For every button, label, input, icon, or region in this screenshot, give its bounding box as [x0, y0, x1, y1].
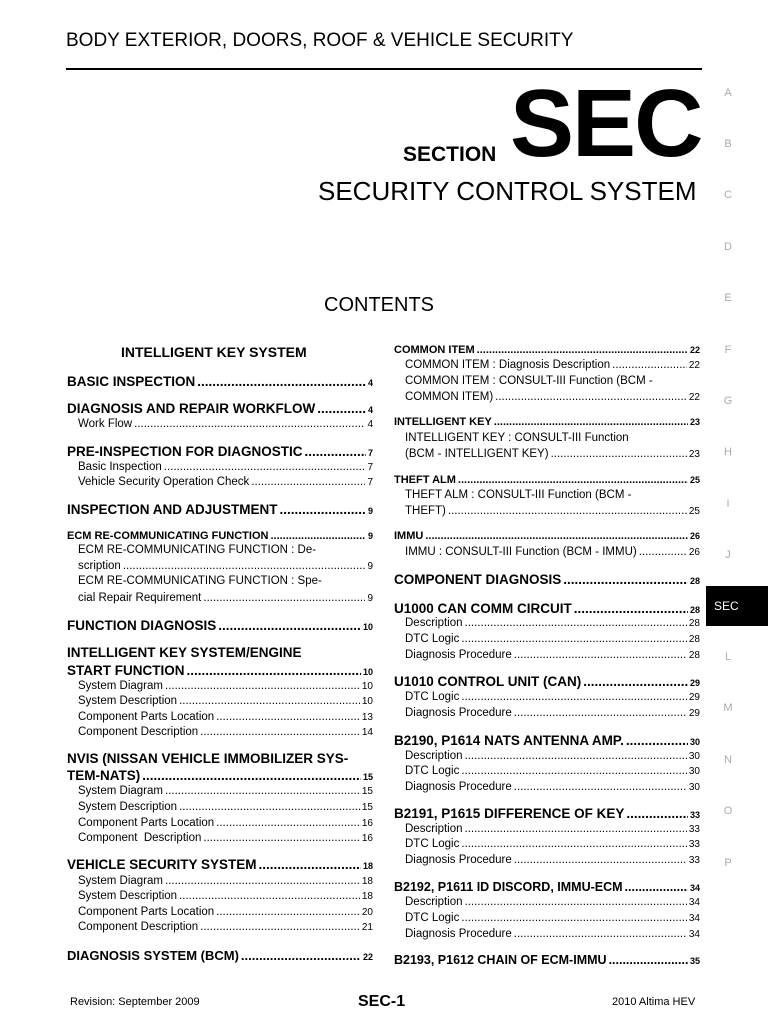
- toc-entry-text[interactable]: INTELLIGENT KEY : CONSULT-III Function: [405, 432, 629, 444]
- toc-entry-text: scription: [78, 560, 121, 572]
- toc-entry-page: 26: [688, 547, 700, 558]
- toc-entry-page: 4: [367, 405, 373, 415]
- toc-entry-page: 23: [689, 417, 700, 427]
- toc-entry-page: 35: [689, 956, 700, 966]
- toc-entry-text: Component Description: [78, 726, 199, 738]
- toc-entry[interactable]: [394, 530, 700, 542]
- toc-entry[interactable]: [78, 418, 373, 430]
- toc-entry-page: 14: [361, 727, 373, 738]
- toc-entry-page: 9: [367, 531, 373, 541]
- toc-entry-text[interactable]: THEFT ALM : CONSULT-III Function (BCM -: [405, 489, 632, 501]
- toc-entry[interactable]: [405, 912, 700, 924]
- toc-entry-text: Component Parts Location: [78, 817, 215, 829]
- toc-entry-text: Diagnosis Procedure: [405, 928, 512, 940]
- toc-entry-text: IMMU : CONSULT-III Function (BCM - IMMU): [405, 546, 637, 558]
- toc-entry[interactable]: [405, 505, 700, 517]
- toc-entry-text: cial Repair Requirement: [78, 592, 202, 604]
- toc-entry-page: 30: [689, 737, 700, 747]
- toc-entry-page: 10: [361, 696, 373, 707]
- toc-entry-text: Work Flow: [78, 418, 133, 430]
- toc-entry[interactable]: [405, 781, 700, 793]
- side-tab-n[interactable]: N: [724, 754, 732, 766]
- toc-entry-page: 15: [362, 772, 373, 782]
- toc-entry-page: 28: [688, 618, 700, 629]
- toc-entry-page: 34: [689, 883, 700, 893]
- toc-entry-text: Component Parts Location: [78, 711, 215, 723]
- toc-entry-text: System Description: [78, 695, 178, 707]
- toc-entry[interactable]: [67, 768, 373, 783]
- toc-entry[interactable]: [78, 726, 373, 738]
- toc-entry-page: 13: [361, 712, 373, 723]
- toc-entry-page: 7: [367, 462, 373, 473]
- toc-entry-page: 10: [362, 667, 373, 677]
- toc-entry-page: 25: [689, 475, 700, 485]
- toc-entry[interactable]: [67, 618, 373, 633]
- toc-entry-text[interactable]: INTELLIGENT KEY SYSTEM/ENGINE: [67, 645, 302, 660]
- toc-entry-page: 7: [367, 477, 373, 488]
- toc-entry[interactable]: [405, 391, 700, 403]
- toc-entry[interactable]: [394, 601, 700, 616]
- toc-entry-page: 33: [688, 855, 700, 866]
- toc-entry-text: FUNCTION DIAGNOSIS: [67, 618, 217, 633]
- toc-entry-page: 29: [689, 678, 700, 688]
- toc-entry[interactable]: [67, 401, 373, 416]
- toc-entry-text: System Diagram: [78, 680, 163, 692]
- toc-entry-page: 18: [361, 876, 373, 887]
- toc-entry[interactable]: [78, 461, 373, 473]
- toc-entry[interactable]: [405, 928, 700, 940]
- toc-entry[interactable]: [405, 707, 700, 719]
- toc-entry[interactable]: [78, 832, 373, 844]
- toc-entry[interactable]: [394, 416, 700, 428]
- toc-entry-text: System Description: [78, 890, 178, 902]
- toc-entry-text: B2191, P1615 DIFFERENCE OF KEY: [394, 806, 625, 821]
- toc-entry[interactable]: [405, 448, 700, 460]
- toc-entry-text: Diagnosis Procedure: [405, 781, 512, 793]
- toc-entry-page: 20: [361, 907, 373, 918]
- section-label: SECTION: [403, 143, 497, 166]
- toc-entry-text: U1010 CONTROL UNIT (CAN): [394, 674, 582, 689]
- toc-entry-text: PRE-INSPECTION FOR DIAGNOSTIC: [67, 444, 303, 459]
- side-tab-p[interactable]: P: [724, 857, 732, 869]
- side-tab-g[interactable]: G: [723, 395, 733, 407]
- toc-entry[interactable]: [78, 801, 373, 813]
- footer-revision: Revision: September 2009: [70, 996, 200, 1008]
- toc-entry-text: COMMON ITEM: [394, 344, 475, 356]
- toc-entry[interactable]: [78, 711, 373, 723]
- side-tab-h[interactable]: H: [724, 446, 732, 458]
- toc-entry-text: Vehicle Security Operation Check: [78, 476, 250, 488]
- toc-entry-text: Description: [405, 617, 463, 629]
- side-tab-l[interactable]: L: [724, 651, 732, 663]
- toc-entry-text: DIAGNOSIS SYSTEM (BCM): [67, 948, 239, 963]
- toc-entry-text: System Diagram: [78, 785, 163, 797]
- toc-entry[interactable]: [78, 785, 373, 797]
- toc-entry[interactable]: [405, 750, 700, 762]
- toc-entry-text: INSPECTION AND ADJUSTMENT: [67, 502, 278, 517]
- toc-entry-text: Description: [405, 750, 463, 762]
- side-tab-c[interactable]: C: [724, 189, 732, 201]
- toc-entry-page: 33: [688, 839, 700, 850]
- toc-entry-page: 15: [361, 802, 373, 813]
- toc-entry-page: 30: [688, 766, 700, 777]
- toc-entry-text[interactable]: COMMON ITEM : CONSULT-III Function (BCM -: [405, 375, 653, 387]
- toc-entry-text[interactable]: ECM RE-COMMUNICATING FUNCTION : Spe-: [78, 575, 322, 587]
- toc-entry-page: 30: [688, 751, 700, 762]
- toc-entry-page: 34: [688, 929, 700, 940]
- side-tab-sec-active[interactable]: SEC: [706, 586, 768, 626]
- toc-entry-page: 16: [361, 818, 373, 829]
- toc-entry[interactable]: [405, 896, 700, 908]
- toc-entry-page: 18: [361, 891, 373, 902]
- toc-entry[interactable]: [394, 733, 700, 748]
- toc-entry[interactable]: [78, 906, 373, 918]
- toc-entry-text: System Description: [78, 801, 178, 813]
- side-tab-b[interactable]: B: [724, 138, 732, 150]
- toc-entry[interactable]: [405, 823, 700, 835]
- left-column-subtitle: INTELLIGENT KEY SYSTEM: [121, 344, 307, 360]
- toc-entry[interactable]: [67, 502, 373, 517]
- toc-entry-page: 16: [361, 833, 373, 844]
- toc-entry-text: DTC Logic: [405, 838, 460, 850]
- toc-entry-text: THEFT ALM: [394, 474, 456, 486]
- toc-entry[interactable]: [67, 948, 373, 963]
- side-tab-e[interactable]: E: [724, 292, 732, 304]
- toc-entry[interactable]: [405, 691, 700, 703]
- toc-entry-text: Diagnosis Procedure: [405, 707, 512, 719]
- toc-entry-text: B2192, P1611 ID DISCORD, IMMU-ECM: [394, 880, 623, 894]
- toc-entry-text: VEHICLE SECURITY SYSTEM: [67, 857, 257, 872]
- toc-entry-page: 22: [362, 952, 373, 962]
- toc-entry-text: DIAGNOSIS AND REPAIR WORKFLOW: [67, 401, 316, 416]
- toc-entry[interactable]: [78, 592, 373, 604]
- toc-entry-page: 33: [689, 810, 700, 820]
- side-tab-j[interactable]: J: [725, 549, 731, 561]
- toc-entry[interactable]: [78, 817, 373, 829]
- toc-entry-page: 22: [688, 360, 700, 371]
- toc-entry[interactable]: [394, 474, 700, 486]
- toc-entry-page: 30: [688, 782, 700, 793]
- section-title: SECURITY CONTROL SYSTEM: [318, 176, 697, 206]
- side-tab-m[interactable]: M: [723, 702, 733, 714]
- toc-entry[interactable]: [405, 633, 700, 645]
- toc-entry[interactable]: [78, 680, 373, 692]
- toc-entry[interactable]: [78, 695, 373, 707]
- toc-entry-page: 25: [688, 506, 700, 517]
- toc-entry[interactable]: [78, 875, 373, 887]
- toc-entry-page: 33: [688, 824, 700, 835]
- toc-entry-page: 28: [689, 605, 700, 615]
- side-tab-o[interactable]: O: [723, 805, 733, 817]
- side-tab-f[interactable]: F: [724, 344, 732, 356]
- toc-entry[interactable]: [394, 880, 700, 894]
- contents-title: CONTENTS: [324, 294, 434, 316]
- toc-entry-page: 26: [689, 531, 700, 541]
- toc-entry-text: Diagnosis Procedure: [405, 649, 512, 661]
- toc-entry[interactable]: [67, 530, 373, 542]
- toc-entry[interactable]: [394, 953, 700, 967]
- toc-entry-text: (BCM - INTELLIGENT KEY): [405, 448, 549, 460]
- header-title: BODY EXTERIOR, DOORS, ROOF & VEHICLE SECURITY: [66, 30, 574, 51]
- toc-entry[interactable]: [405, 765, 700, 777]
- toc-entry-text: Component Parts Location: [78, 906, 215, 918]
- toc-entry[interactable]: [67, 444, 373, 459]
- toc-entry-page: 34: [688, 897, 700, 908]
- toc-entry-page: 22: [688, 392, 700, 403]
- footer-model: 2010 Altima HEV: [612, 996, 696, 1008]
- toc-entry-page: 18: [362, 861, 373, 871]
- toc-entry-text: Component Description: [78, 832, 202, 844]
- toc-entry-text: DTC Logic: [405, 765, 460, 777]
- toc-entry[interactable]: [405, 546, 700, 558]
- toc-entry-text: B2190, P1614 NATS ANTENNA AMP.: [394, 733, 624, 748]
- toc-entry-text: Description: [405, 896, 463, 908]
- toc-entry-page: 9: [367, 506, 373, 516]
- toc-entry[interactable]: [394, 344, 700, 356]
- toc-entry-text[interactable]: ECM RE-COMMUNICATING FUNCTION : De-: [78, 544, 317, 556]
- toc-entry[interactable]: [67, 663, 373, 678]
- toc-entry-text: TEM-NATS): [67, 768, 141, 783]
- toc-entry-page: 10: [362, 622, 373, 632]
- toc-entry[interactable]: [67, 374, 373, 389]
- toc-entry[interactable]: [78, 476, 373, 488]
- toc-entry-text: Diagnosis Procedure: [405, 854, 512, 866]
- footer-page-number: SEC-1: [358, 993, 406, 1010]
- toc-entry-page: 23: [688, 449, 700, 460]
- toc-entry-page: 4: [367, 378, 373, 388]
- toc-entry[interactable]: [405, 838, 700, 850]
- toc-entry-text: THEFT): [405, 505, 446, 517]
- toc-entry[interactable]: [405, 854, 700, 866]
- toc-entry-page: 10: [361, 681, 373, 692]
- toc-entry[interactable]: [405, 617, 700, 629]
- toc-entry-page: 29: [688, 708, 700, 719]
- toc-entry-page: 4: [367, 419, 373, 430]
- toc-entry-text: COMMON ITEM : Diagnosis Description: [405, 359, 611, 371]
- toc-entry-text: DTC Logic: [405, 691, 460, 703]
- toc-entry-text: System Diagram: [78, 875, 163, 887]
- toc-entry-text: U1000 CAN COMM CIRCUIT: [394, 601, 572, 616]
- toc-entry[interactable]: [394, 674, 700, 689]
- toc-entry-page: 29: [688, 692, 700, 703]
- toc-entry-text: ECM RE-COMMUNICATING FUNCTION: [67, 530, 269, 542]
- toc-entry[interactable]: [78, 890, 373, 902]
- toc-entry-page: 9: [367, 561, 373, 572]
- toc-entry-page: 28: [689, 576, 700, 586]
- toc-entry-text: INTELLIGENT KEY: [394, 416, 492, 428]
- toc-entry-text: Description: [405, 823, 463, 835]
- toc-entry-page: 28: [688, 650, 700, 661]
- toc-entry[interactable]: [405, 359, 700, 371]
- toc-entry[interactable]: [78, 560, 373, 572]
- toc-entry-text: COMPONENT DIAGNOSIS: [394, 572, 562, 587]
- toc-entry-page: 21: [361, 922, 373, 933]
- section-code: SEC: [510, 70, 702, 177]
- toc-entry-text: COMMON ITEM): [405, 391, 494, 403]
- side-tab-a[interactable]: A: [724, 87, 732, 99]
- toc-entry[interactable]: [67, 857, 373, 872]
- toc-entry-text: Component Description: [78, 921, 199, 933]
- toc-entry[interactable]: [394, 572, 700, 587]
- toc-entry-page: 9: [367, 593, 373, 604]
- side-tab-d[interactable]: D: [724, 241, 732, 253]
- toc-entry-text: START FUNCTION: [67, 663, 185, 678]
- toc-entry-text: BASIC INSPECTION: [67, 374, 196, 389]
- toc-entry-text: DTC Logic: [405, 912, 460, 924]
- toc-entry-page: 34: [688, 913, 700, 924]
- toc-entry-page: 7: [367, 448, 373, 458]
- side-tab-i[interactable]: I: [726, 498, 730, 510]
- toc-entry-page: 22: [689, 345, 700, 355]
- toc-entry[interactable]: [394, 806, 700, 821]
- toc-entry-text: DTC Logic: [405, 633, 460, 645]
- toc-entry-text: IMMU: [394, 530, 424, 542]
- toc-entry-page: 15: [361, 786, 373, 797]
- toc-entry-text: B2193, P1612 CHAIN OF ECM-IMMU: [394, 953, 607, 967]
- toc-entry[interactable]: [405, 649, 700, 661]
- toc-entry-page: 28: [688, 634, 700, 645]
- toc-entry-text: Basic Inspection: [78, 461, 162, 473]
- toc-entry-text[interactable]: NVIS (NISSAN VEHICLE IMMOBILIZER SYS-: [67, 751, 349, 766]
- toc-entry[interactable]: [78, 921, 373, 933]
